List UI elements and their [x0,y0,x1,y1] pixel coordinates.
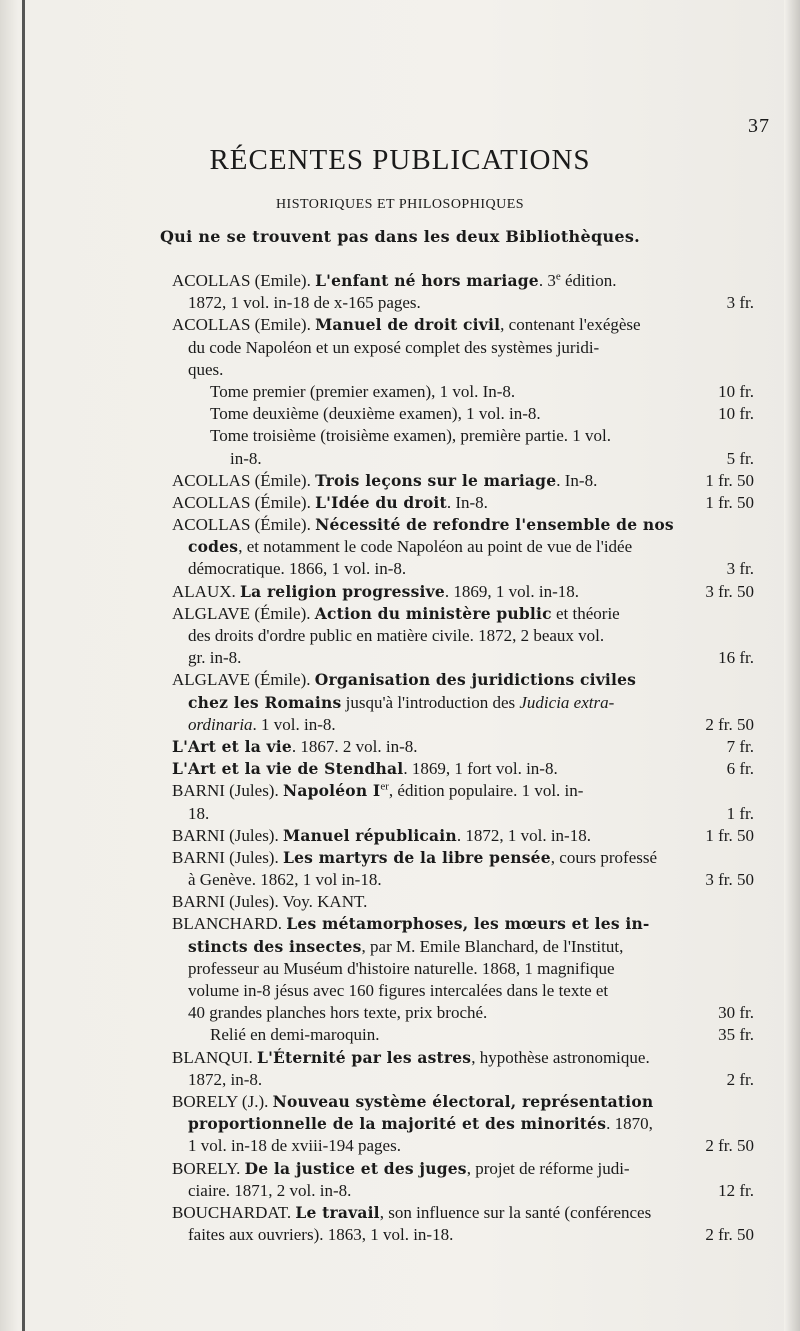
book-title: stincts des insectes [188,936,362,956]
line-fragment: 18. [188,803,210,823]
line-text [172,1047,650,1069]
line-fragment: BLANQUI. [172,1047,257,1067]
catalogue-line [172,980,754,1002]
line-fragment: BARNI (Jules). [172,781,283,801]
line-text [172,758,558,780]
line-text [172,692,614,714]
price: 7 fr. [726,736,754,756]
line-fragment: BARNI (Jules). Voy. KANT. [172,892,368,912]
line-text [172,1091,653,1113]
line-text [172,958,615,980]
catalogue-line [172,603,754,625]
page-subtitle: HISTORIQUES ET PHILOSOPHIQUES [275,197,525,212]
line-fragment: volume in-8 jésus avec 160 figures intercalées dans le texte et [188,981,609,1000]
line-fragment: ACOLLAS (Emile). [172,315,316,335]
line-text [172,891,367,913]
line-text [172,514,674,536]
line-fragment: , projet de réforme judi- [466,1158,630,1178]
catalogue-line [172,936,754,958]
line-text [172,448,262,470]
line-text [172,470,597,492]
line-text [172,603,620,625]
line-fragment: ALAUX. [172,581,240,601]
catalogue-line [172,913,754,935]
price: 6 fr. [726,759,754,779]
catalogue-line [172,625,754,647]
line-fragment: ques. [188,359,224,379]
line-fragment: BOUCHARDAT. [172,1202,296,1222]
book-title: proportionnelle de la majorité et des minorités [188,1114,607,1134]
catalogue-entries [172,270,754,1246]
catalogue-line [172,270,754,292]
catalogue-line [172,314,754,336]
catalogue-line [172,958,754,980]
line-fragment: . 1867. 2 vol. in-8. [291,736,418,756]
line-fragment: , cours professé [550,847,658,867]
catalogue-line [172,403,754,425]
line-fragment: jusqu'à l'introduction des [341,692,520,712]
price: 1 fr. [726,803,754,823]
price: 1 fr. 50 [705,825,754,845]
line-text [172,381,515,403]
line-text [172,625,604,647]
line-fragment: et théorie [551,603,620,623]
book-title: La religion progressive [240,581,445,601]
line-fragment: 1 vol. in-18 de xviii-194 pages. [188,1136,401,1156]
line-fragment: du code Napoléon et un exposé complet des systèmes juridi- [188,337,600,357]
line-fragment: faites aux ouvriers). 1863, 1 vol. in-18. [188,1225,454,1245]
catalogue-line [172,780,754,802]
line-fragment: , et notamment le code Napoléon au point de vue de l'idée [238,537,633,557]
price: 2 fr. 50 [705,1225,754,1245]
line-fragment: BARNI (Jules). [172,825,283,845]
line-text [172,980,608,1002]
price: 1 fr. 50 [705,492,754,512]
price: 10 fr. [718,381,754,401]
italic-text: ordinaria [188,714,253,734]
line-fragment: in-8. [230,448,262,468]
line-text [172,803,209,825]
catalogue-line [172,1224,754,1246]
book-title: Les martyrs de la libre pensée [282,847,551,867]
line-text [172,581,579,603]
line-fragment: ACOLLAS (Emile). [172,271,316,290]
catalogue-line [172,1135,754,1157]
line-fragment: . 1 vol. in-8. [252,714,336,734]
line-fragment: démocratique. 1866, 1 vol. in-8. [188,559,407,579]
line-fragment: 40 grandes planches hors texte, prix broché. [188,1003,488,1023]
catalogue-line [172,581,754,603]
line-fragment: . 1870, [606,1114,653,1134]
book-title: Nécessité de refondre l'ensemble de nos [315,515,674,535]
line-text [172,1002,487,1024]
book-title: L'Art et la vie [172,736,292,756]
line-text [172,869,382,891]
line-text [172,1180,351,1202]
line-text [172,270,616,292]
catalogue-line [172,425,754,447]
catalogue-line [172,825,754,847]
book-title: codes [188,537,239,557]
catalogue-line [172,1158,754,1180]
line-fragment: , son influence sur la santé (conférences [379,1202,652,1222]
line-text [172,292,421,314]
line-fragment: ACOLLAS (Émile). [172,492,316,512]
catalogue-line [172,714,754,736]
line-fragment: BORELY. [172,1158,245,1178]
line-fragment: . 1869, 1 fort vol. in-8. [403,759,558,779]
line-fragment: er [380,780,389,793]
line-text [172,1202,651,1224]
catalogue-line [172,359,754,381]
line-text [172,337,599,359]
price: 3 fr. 50 [705,581,754,601]
line-fragment: gr. in-8. [188,648,242,668]
line-text [172,913,650,935]
line-fragment: Tome deuxième (deuxième examen), 1 vol. in-8. [210,404,541,424]
line-text [172,736,418,758]
line-text [172,1024,379,1046]
line-text [172,714,336,736]
line-fragment: BLANCHARD. [172,914,287,934]
line-text [172,1158,630,1180]
catalogue-line [172,292,754,314]
price: 10 fr. [718,404,754,424]
catalogue-line [172,1047,754,1069]
line-fragment: BORELY (J.). [172,1091,273,1111]
price: 3 fr. [726,559,754,579]
line-text [172,359,223,381]
price: 3 fr. [726,293,754,313]
line-fragment: édition. [560,271,617,290]
line-text [172,558,406,580]
catalogue-line [172,869,754,891]
line-fragment: Relié en demi-maroquin. [210,1025,380,1045]
catalogue-line [172,669,754,691]
price: 2 fr. 50 [705,714,754,734]
book-title: Les métamorphoses, les mœurs et les in- [286,914,650,934]
catalogue-line [172,1002,754,1024]
price: 1 fr. 50 [705,470,754,490]
catalogue-line [172,1024,754,1046]
italic-text: Judicia extra- [519,692,615,712]
line-text [172,403,541,425]
line-fragment: . In-8. [446,492,488,512]
price: 3 fr. 50 [705,870,754,890]
book-title: L'Art et la vie de Stendhal [172,759,404,779]
price: 5 fr. [726,448,754,468]
price: 2 fr. 50 [705,1136,754,1156]
line-fragment: Tome premier (premier examen), 1 vol. In-8. [210,381,516,401]
line-text [172,425,611,447]
catalogue-line [172,803,754,825]
book-title: Napoléon I [282,781,381,801]
line-fragment: . 3 [538,271,556,290]
line-text [172,936,623,958]
line-fragment: ciaire. 1871, 2 vol. in-8. [188,1180,352,1200]
price: 30 fr. [718,1003,754,1023]
line-text [172,847,657,869]
catalogue-line [172,470,754,492]
line-fragment: 1872, 1 vol. in-18 de x-165 pages. [188,293,421,313]
line-fragment: des droits d'ordre public en matière civile. 1872, 2 beaux vol. [188,626,605,645]
line-fragment: , contenant l'exégèse [500,315,641,335]
book-title: Trois leçons sur le mariage [315,470,557,490]
line-fragment: 1872, in-8. [188,1069,263,1089]
catalogue-line [172,891,754,913]
line-text [172,1224,453,1246]
line-fragment: à Genève. 1862, 1 vol in-18. [188,870,382,890]
price: 2 fr. [726,1069,754,1089]
page-title: RÉCENTES PUBLICATIONS [209,144,591,176]
line-fragment: . 1869, 1 vol. in-18. [444,581,579,601]
line-text [172,825,591,847]
book-title: Manuel de droit civil [315,315,501,335]
catalogue-line [172,514,754,536]
book-title: De la justice et des juges [244,1158,467,1178]
catalogue-line [172,1113,754,1135]
line-text [172,536,632,558]
line-text [172,1113,653,1135]
book-title: chez les Romains [188,692,342,712]
catalogue-line [172,337,754,359]
price: 16 fr. [718,648,754,668]
catalogue-line [172,448,754,470]
book-title: Manuel républicain [282,825,457,845]
line-fragment: , hypothèse astronomique. [471,1047,650,1067]
catalogue-line [172,847,754,869]
book-title: Le travail [295,1202,380,1222]
catalogue-line [172,492,754,514]
line-fragment: , édition populaire. 1 vol. in- [388,781,584,801]
price: 35 fr. [718,1025,754,1045]
line-text [172,1069,262,1091]
catalogue-line [172,647,754,669]
line-fragment: . 1872, 1 vol. in-18. [456,825,591,845]
line-text [172,647,241,669]
catalogue-line [172,536,754,558]
catalogue-line [172,381,754,403]
line-fragment: e [555,270,561,283]
line-fragment: , par M. Emile Blanchard, de l'Institut, [361,936,624,956]
line-fragment: ALGLAVE (Émile). [172,670,315,690]
line-fragment: ALGLAVE (Émile). [172,603,315,623]
book-title: L'Éternité par les astres [257,1047,472,1067]
line-text [172,669,636,691]
catalogue-line [172,1069,754,1091]
line-text [172,492,488,514]
notice-line: Qui ne se trouvent pas dans les deux Bibliothèques. [159,227,641,246]
line-fragment: . In-8. [556,470,598,490]
catalogue-line [172,558,754,580]
catalogue-line [172,1091,754,1113]
book-title: Action du ministère public [314,603,552,623]
price: 12 fr. [718,1180,754,1200]
book-title: L'enfant né hors mariage [315,271,539,290]
catalogue-line [172,692,754,714]
book-title: Nouveau système électoral, représentation [272,1091,654,1111]
line-fragment: ACOLLAS (Émile). [172,470,316,490]
catalogue-line [172,1180,754,1202]
catalogue-line [172,758,754,780]
book-title: Organisation des juridictions civiles [314,670,637,690]
line-text [172,314,641,336]
book-title: L'Idée du droit [315,492,447,512]
catalogue-line [172,736,754,758]
line-text [172,1135,401,1157]
line-fragment: ACOLLAS (Émile). [172,515,316,535]
line-text [172,780,583,802]
page-number: 37 [748,115,770,137]
catalogue-line [172,1202,754,1224]
line-fragment: professeur au Muséum d'histoire naturelle. 1868, 1 magnifique [188,958,615,978]
line-fragment: BARNI (Jules). [172,847,283,867]
line-fragment: Tome troisième (troisième examen), première partie. 1 vol. [210,426,611,446]
